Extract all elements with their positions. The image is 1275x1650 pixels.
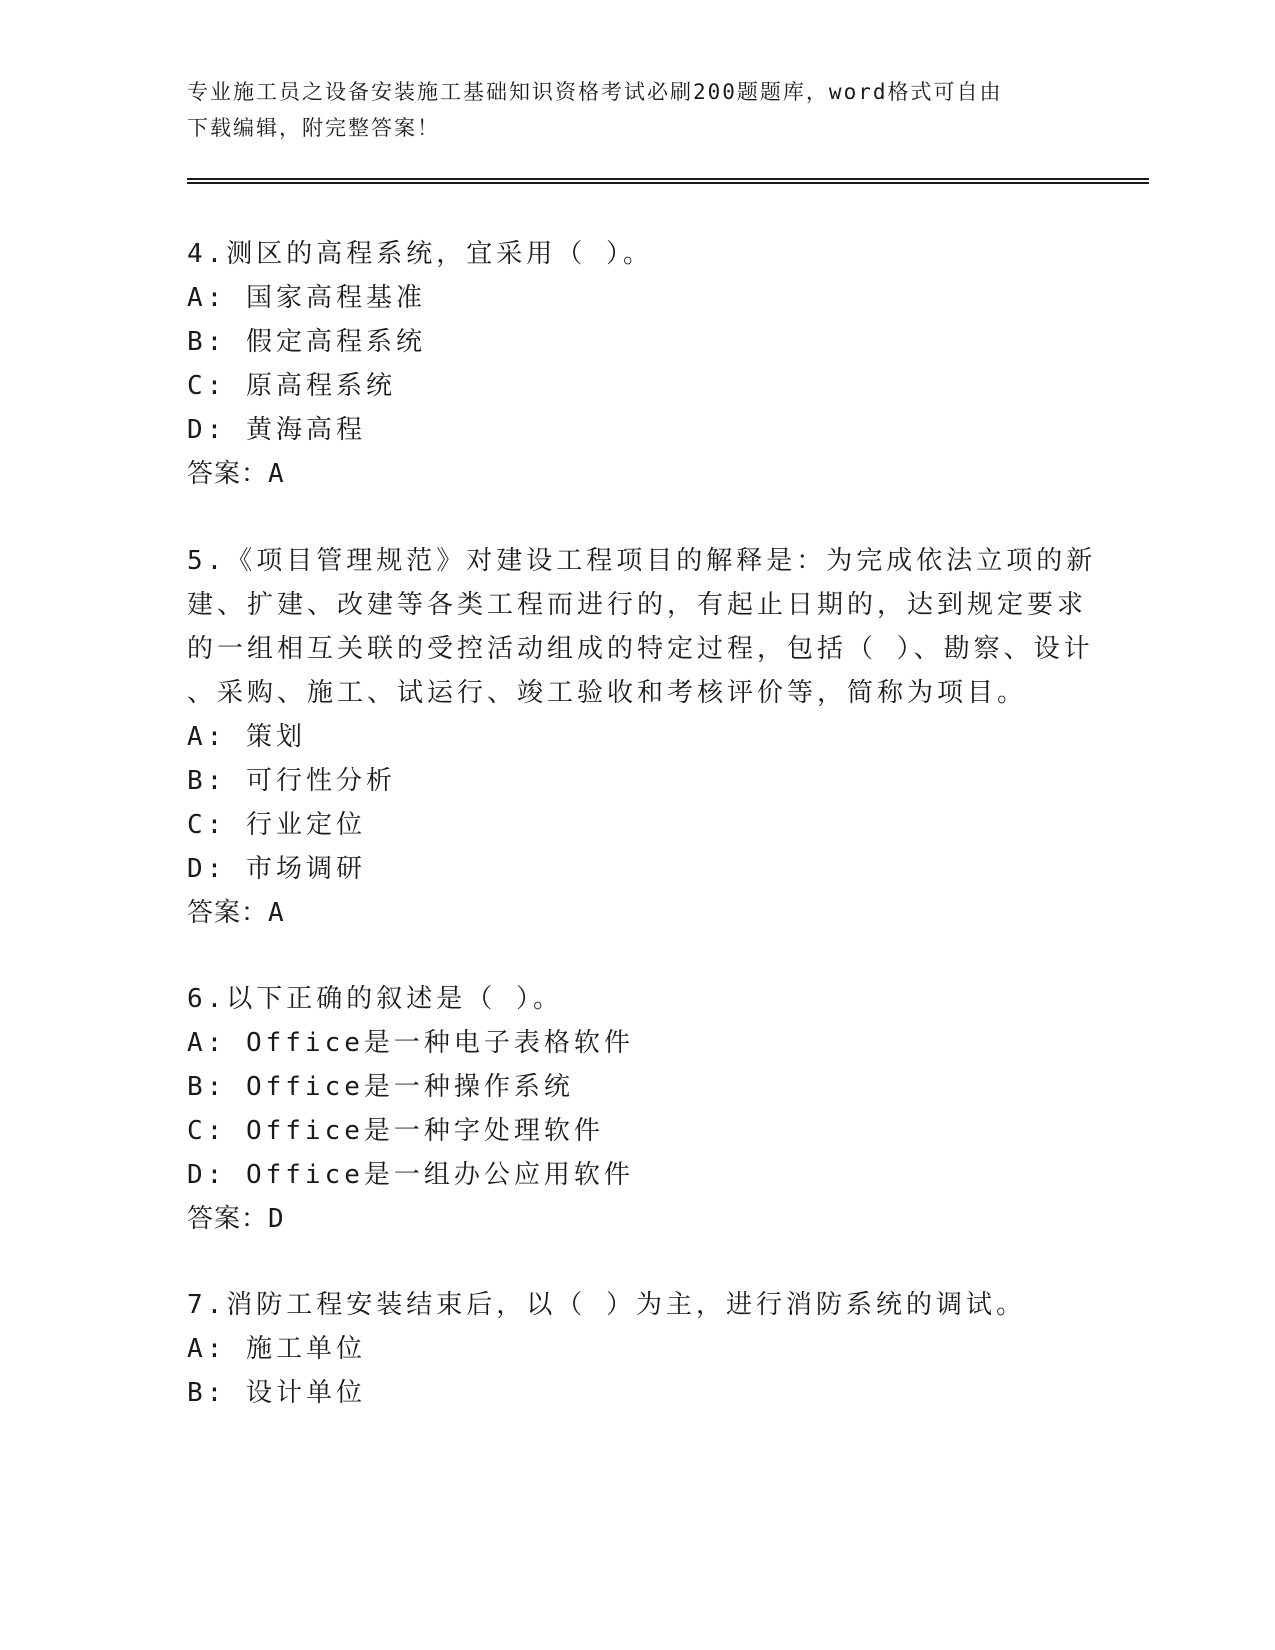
question-6-option-a: A: Office是一种电子表格软件 [187,1028,634,1058]
question-4-stem: 4.测区的高程系统，宜采用（ ）。 [187,239,653,269]
question-4-option-b: B: 假定高程系统 [187,327,426,357]
question-5-stem-line-3: 的一组相互关联的受控活动组成的特定过程，包括（ ）、勘察、设计 [187,634,1094,664]
question-4-option-c: C: 原高程系统 [187,371,396,401]
question-4-answer: 答案：A [187,459,285,489]
question-5-option-d: D: 市场调研 [187,854,366,884]
question-7-stem: 7.消防工程安装结束后，以（ ）为主，进行消防系统的调试。 [187,1290,1026,1320]
question-5-option-a: A: 策划 [187,722,306,752]
question-6-option-d: D: Office是一组办公应用软件 [187,1160,634,1190]
question-6-stem: 6.以下正确的叙述是（ ）。 [187,984,563,1014]
document-header [187,74,1087,146]
question-5-option-b: B: 可行性分析 [187,766,396,796]
question-4-option-a: A: 国家高程基准 [187,283,426,313]
question-7-option-a: A: 施工单位 [187,1334,366,1364]
header-rule-top [187,178,1149,180]
header-rule-bottom [187,182,1149,184]
header-line-1: 专业施工员之设备安装施工基础知识资格考试必刷200题题库，word格式可自由 [187,80,1003,104]
question-6-answer: 答案：D [187,1204,285,1234]
question-5-stem-line-2: 建、扩建、改建等各类工程而进行的，有起止日期的，达到规定要求 [187,590,1088,620]
question-7-option-b: B: 设计单位 [187,1378,366,1408]
question-5-answer: 答案：A [187,898,285,928]
question-5-option-c: C: 行业定位 [187,810,366,840]
question-5-stem-line-4: 、采购、施工、试运行、竣工验收和考核评价等，简称为项目。 [187,678,1028,708]
header-line-2: 下载编辑，附完整答案！ [187,116,440,140]
question-6-option-b: B: Office是一种操作系统 [187,1072,574,1102]
question-6-option-c: C: Office是一种字处理软件 [187,1116,604,1146]
question-5-stem-line-1: 5.《项目管理规范》对建设工程项目的解释是：为完成依法立项的新 [187,546,1097,576]
question-4-option-d: D: 黄海高程 [187,415,366,445]
